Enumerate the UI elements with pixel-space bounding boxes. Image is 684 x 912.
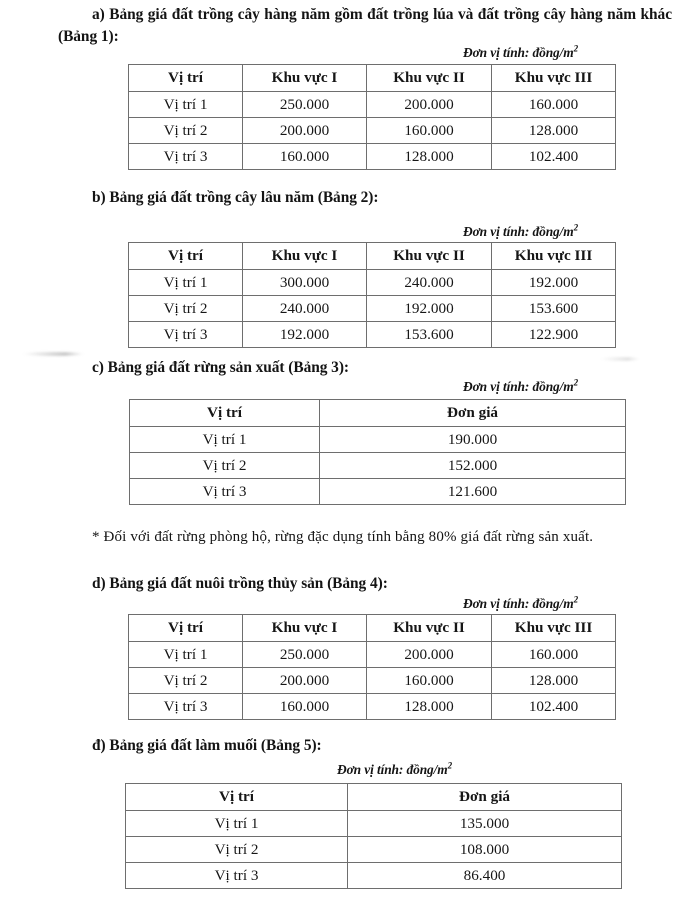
cell-value: 160.000 xyxy=(492,92,616,118)
price-table-2 xyxy=(128,242,616,348)
column-header-zone-2: Khu vực II xyxy=(367,243,492,270)
cell-position: Vị trí 2 xyxy=(129,118,243,144)
column-header-zone-3: Khu vực III xyxy=(492,615,616,642)
table-header-row xyxy=(129,243,616,270)
column-header-zone-3: Khu vực III xyxy=(492,243,616,270)
unit-caption-superscript: 2 xyxy=(573,377,578,388)
cell-value: 192.000 xyxy=(492,270,616,296)
cell-position: Vị trí 3 xyxy=(129,694,243,720)
unit-caption-text: Đơn vị tính: đồng/m xyxy=(337,762,448,777)
cell-position: Vị trí 2 xyxy=(126,837,348,863)
cell-value: 160.000 xyxy=(492,642,616,668)
scan-artifact xyxy=(22,352,84,356)
cell-position: Vị trí 2 xyxy=(129,668,243,694)
cell-value: 192.000 xyxy=(367,296,492,322)
cell-position: Vị trí 1 xyxy=(129,92,243,118)
table-row xyxy=(130,453,626,479)
cell-value: 102.400 xyxy=(492,144,616,170)
unit-caption-superscript: 2 xyxy=(573,222,578,233)
column-header-zone-1: Khu vực I xyxy=(243,65,367,92)
footnote-forest-land: * Đối với đất rừng phòng hộ, rừng đặc dụng tính bằng 80% giá đất rừng sản xuất. xyxy=(92,529,594,545)
table-header-row xyxy=(129,615,616,642)
table-row xyxy=(129,694,616,720)
table-row xyxy=(129,92,616,118)
cell-value: 108.000 xyxy=(348,837,622,863)
cell-position: Vị trí 3 xyxy=(130,479,320,505)
cell-value: 250.000 xyxy=(243,92,367,118)
cell-value: 200.000 xyxy=(243,668,367,694)
column-header-zone-3: Khu vực III xyxy=(492,65,616,92)
column-header-position: Vị trí xyxy=(129,615,243,642)
column-header-zone-2: Khu vực II xyxy=(367,65,492,92)
cell-value: 190.000 xyxy=(320,427,626,453)
table-header-row xyxy=(130,400,626,427)
column-header-zone-1: Khu vực I xyxy=(243,615,367,642)
table-row xyxy=(126,837,622,863)
column-header-unit-price: Đơn giá xyxy=(348,784,622,811)
table-row xyxy=(129,296,616,322)
cell-value: 135.000 xyxy=(348,811,622,837)
table-row xyxy=(126,811,622,837)
unit-caption-superscript: 2 xyxy=(447,760,452,771)
unit-caption-superscript: 2 xyxy=(573,43,578,54)
unit-caption-table-3 xyxy=(463,379,578,395)
table-row xyxy=(129,642,616,668)
unit-caption-table-5 xyxy=(337,762,452,778)
cell-value: 128.000 xyxy=(492,668,616,694)
cell-value: 300.000 xyxy=(243,270,367,296)
cell-position: Vị trí 1 xyxy=(130,427,320,453)
price-table-5 xyxy=(125,783,622,889)
column-header-zone-2: Khu vực II xyxy=(367,615,492,642)
cell-value: 200.000 xyxy=(367,92,492,118)
cell-value: 153.600 xyxy=(367,322,492,348)
table-row xyxy=(129,118,616,144)
table-row xyxy=(126,863,622,889)
cell-position: Vị trí 2 xyxy=(129,296,243,322)
cell-value: 128.000 xyxy=(367,694,492,720)
table-row xyxy=(129,322,616,348)
section-heading-d: d) Bảng giá đất nuôi trồng thủy sản (Bảng 4): xyxy=(92,575,388,592)
cell-value: 200.000 xyxy=(243,118,367,144)
price-table-3 xyxy=(129,399,626,505)
table-row xyxy=(130,479,626,505)
section-heading-c: c) Bảng giá đất rừng sản xuất (Bảng 3): xyxy=(92,359,349,376)
unit-caption-text: Đơn vị tính: đồng/m xyxy=(463,224,574,239)
column-header-position: Vị trí xyxy=(129,243,243,270)
cell-value: 152.000 xyxy=(320,453,626,479)
section-heading-dd: đ) Bảng giá đất làm muối (Bảng 5): xyxy=(92,737,322,754)
cell-value: 200.000 xyxy=(367,642,492,668)
cell-value: 160.000 xyxy=(243,694,367,720)
cell-value: 128.000 xyxy=(492,118,616,144)
table-row xyxy=(129,668,616,694)
cell-position: Vị trí 1 xyxy=(129,270,243,296)
unit-caption-superscript: 2 xyxy=(573,594,578,605)
cell-position: Vị trí 1 xyxy=(126,811,348,837)
cell-value: 240.000 xyxy=(367,270,492,296)
table-row xyxy=(129,270,616,296)
section-heading-a: a) Bảng giá đất trồng cây hàng năm gồm đất trồng lúa và đất trồng cây hàng năm khác (Bảng 1): xyxy=(58,6,672,45)
table-row xyxy=(130,427,626,453)
cell-value: 128.000 xyxy=(367,144,492,170)
unit-caption-table-1 xyxy=(463,45,578,61)
cell-value: 240.000 xyxy=(243,296,367,322)
cell-position: Vị trí 1 xyxy=(129,642,243,668)
price-table-1 xyxy=(128,64,616,170)
unit-caption-text: Đơn vị tính: đồng/m xyxy=(463,45,574,60)
column-header-unit-price: Đơn giá xyxy=(320,400,626,427)
cell-position: Vị trí 3 xyxy=(129,144,243,170)
column-header-position: Vị trí xyxy=(126,784,348,811)
unit-caption-table-2 xyxy=(463,224,578,240)
cell-value: 121.600 xyxy=(320,479,626,505)
column-header-position: Vị trí xyxy=(130,400,320,427)
cell-position: Vị trí 3 xyxy=(129,322,243,348)
cell-position: Vị trí 2 xyxy=(130,453,320,479)
unit-caption-text: Đơn vị tính: đồng/m xyxy=(463,596,574,611)
cell-value: 153.600 xyxy=(492,296,616,322)
cell-value: 160.000 xyxy=(367,118,492,144)
cell-value: 250.000 xyxy=(243,642,367,668)
section-heading-b: b) Bảng giá đất trồng cây lâu năm (Bảng 2): xyxy=(92,189,379,206)
cell-value: 102.400 xyxy=(492,694,616,720)
cell-value: 160.000 xyxy=(367,668,492,694)
column-header-position: Vị trí xyxy=(129,65,243,92)
table-row xyxy=(129,144,616,170)
table-header-row xyxy=(129,65,616,92)
table-header-row xyxy=(126,784,622,811)
price-table-4 xyxy=(128,614,616,720)
cell-position: Vị trí 3 xyxy=(126,863,348,889)
cell-value: 122.900 xyxy=(492,322,616,348)
unit-caption-table-4 xyxy=(463,596,578,612)
unit-caption-text: Đơn vị tính: đồng/m xyxy=(463,379,574,394)
cell-value: 160.000 xyxy=(243,144,367,170)
cell-value: 86.400 xyxy=(348,863,622,889)
column-header-zone-1: Khu vực I xyxy=(243,243,367,270)
cell-value: 192.000 xyxy=(243,322,367,348)
